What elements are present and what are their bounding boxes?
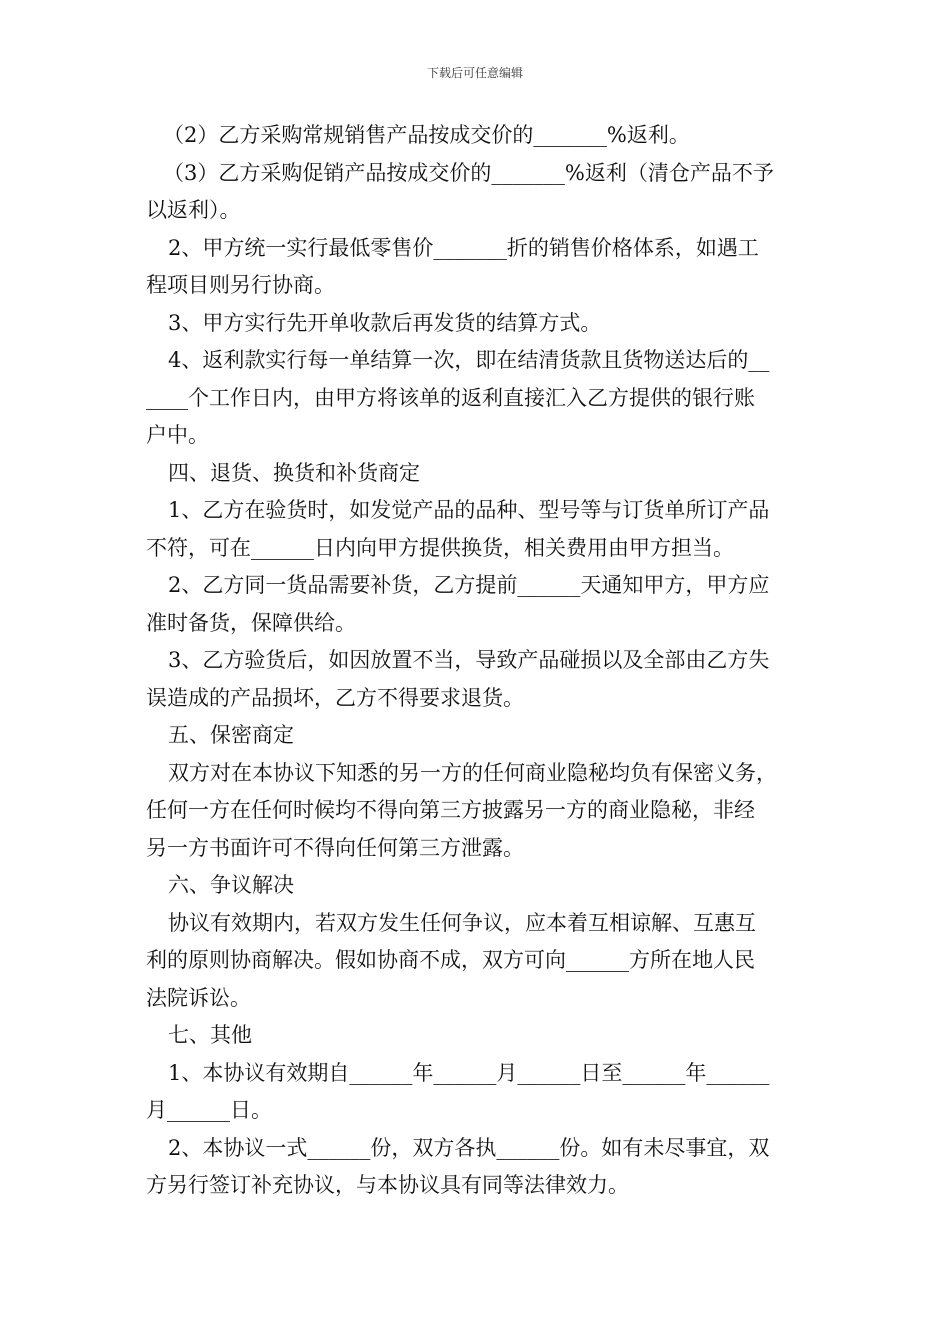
paragraph-rebate-payment	[146, 342, 810, 455]
paragraph-settlement-method	[146, 305, 810, 343]
paragraph-min-retail-price	[146, 230, 810, 305]
text-line: 另一方书面许可不得向任何第三方泄露。	[146, 835, 524, 860]
text-line: 2、乙方同一货品需要补货，乙方提前______天通知甲方，甲方应	[168, 573, 770, 597]
paragraph-no-return	[146, 642, 810, 717]
text-line: 七、其他	[168, 1023, 252, 1047]
text-line: 利的原则协商解决。假如协商不成，双方可向______方所在地人民	[146, 948, 755, 972]
paragraph-rebate-regular	[146, 117, 810, 155]
document-body	[146, 117, 810, 1205]
paragraph-copies	[146, 1130, 810, 1205]
text-line: （2）乙方采购常规销售产品按成交价的_______%返利。	[163, 123, 690, 147]
section-heading-dispute	[146, 867, 810, 905]
text-line: 任何一方在任何时候均不得向第三方披露另一方的商业隐秘，非经	[146, 798, 755, 822]
text-line: 协议有效期内，若双方发生任何争议，应本着互相谅解、互惠互	[168, 910, 756, 935]
text-line: 五、保密商定	[168, 723, 294, 747]
text-line: （3）乙方采购促销产品按成交价的_______%返利（清仓产品不予	[163, 160, 774, 185]
text-line: 四、退货、换货和补货商定	[168, 460, 420, 485]
text-line: 不符，可在______日内向甲方提供换货，相关费用由甲方担当。	[146, 535, 734, 560]
paragraph-exchange	[146, 492, 810, 567]
text-line: 六、争议解决	[168, 873, 294, 897]
paragraph-replenishment	[146, 567, 810, 642]
text-line: 误造成的产品损坏，乙方不得要求退货。	[146, 685, 524, 710]
text-line: ____个工作日内，由甲方将该单的返利直接汇入乙方提供的银行账	[146, 385, 755, 410]
text-line: 3、乙方验货后，如因放置不当，导致产品碰损以及全部由乙方失	[168, 648, 770, 672]
text-line: 3、甲方实行先开单收款后再发货的结算方式。	[168, 310, 602, 335]
text-line: 1、乙方在验货时，如发觉产品的品种、型号等与订货单所订产品	[168, 498, 770, 522]
paragraph-rebate-promo	[146, 155, 810, 230]
text-line: 1、本协议有效期自______年______月______日至______年______	[168, 1060, 770, 1085]
page-header: 下载后可任意编辑	[426, 66, 523, 80]
text-line: 准时备货，保障供给。	[146, 610, 356, 635]
paragraph-validity-period	[146, 1055, 810, 1130]
text-line: 以返利）。	[146, 198, 241, 222]
text-line: 2、本协议一式______份，双方各执______份。如有未尽事宜，双	[168, 1135, 770, 1160]
section-heading-confidentiality	[146, 717, 810, 755]
text-line: 户中。	[146, 423, 209, 447]
section-heading-other	[146, 1017, 810, 1055]
text-line: 方另行签订补充协议，与本协议具有同等法律效力。	[146, 1173, 629, 1197]
text-line: 法院诉讼。	[146, 985, 251, 1010]
text-line: 月______日。	[146, 1098, 272, 1122]
paragraph-confidentiality	[146, 755, 810, 868]
section-heading-returns	[146, 455, 810, 493]
text-line: 4、返利款实行每一单结算一次，即在结清货款且货物送达后的__	[168, 348, 770, 372]
paragraph-dispute	[146, 905, 810, 1018]
text-line: 2、甲方统一实行最低零售价_______折的销售价格体系，如遇工	[168, 235, 759, 260]
text-line: 程项目则另行协商。	[146, 273, 335, 297]
text-line: 双方对在本协议下知悉的另一方的任何商业隐秘均负有保密义务，	[168, 760, 777, 785]
